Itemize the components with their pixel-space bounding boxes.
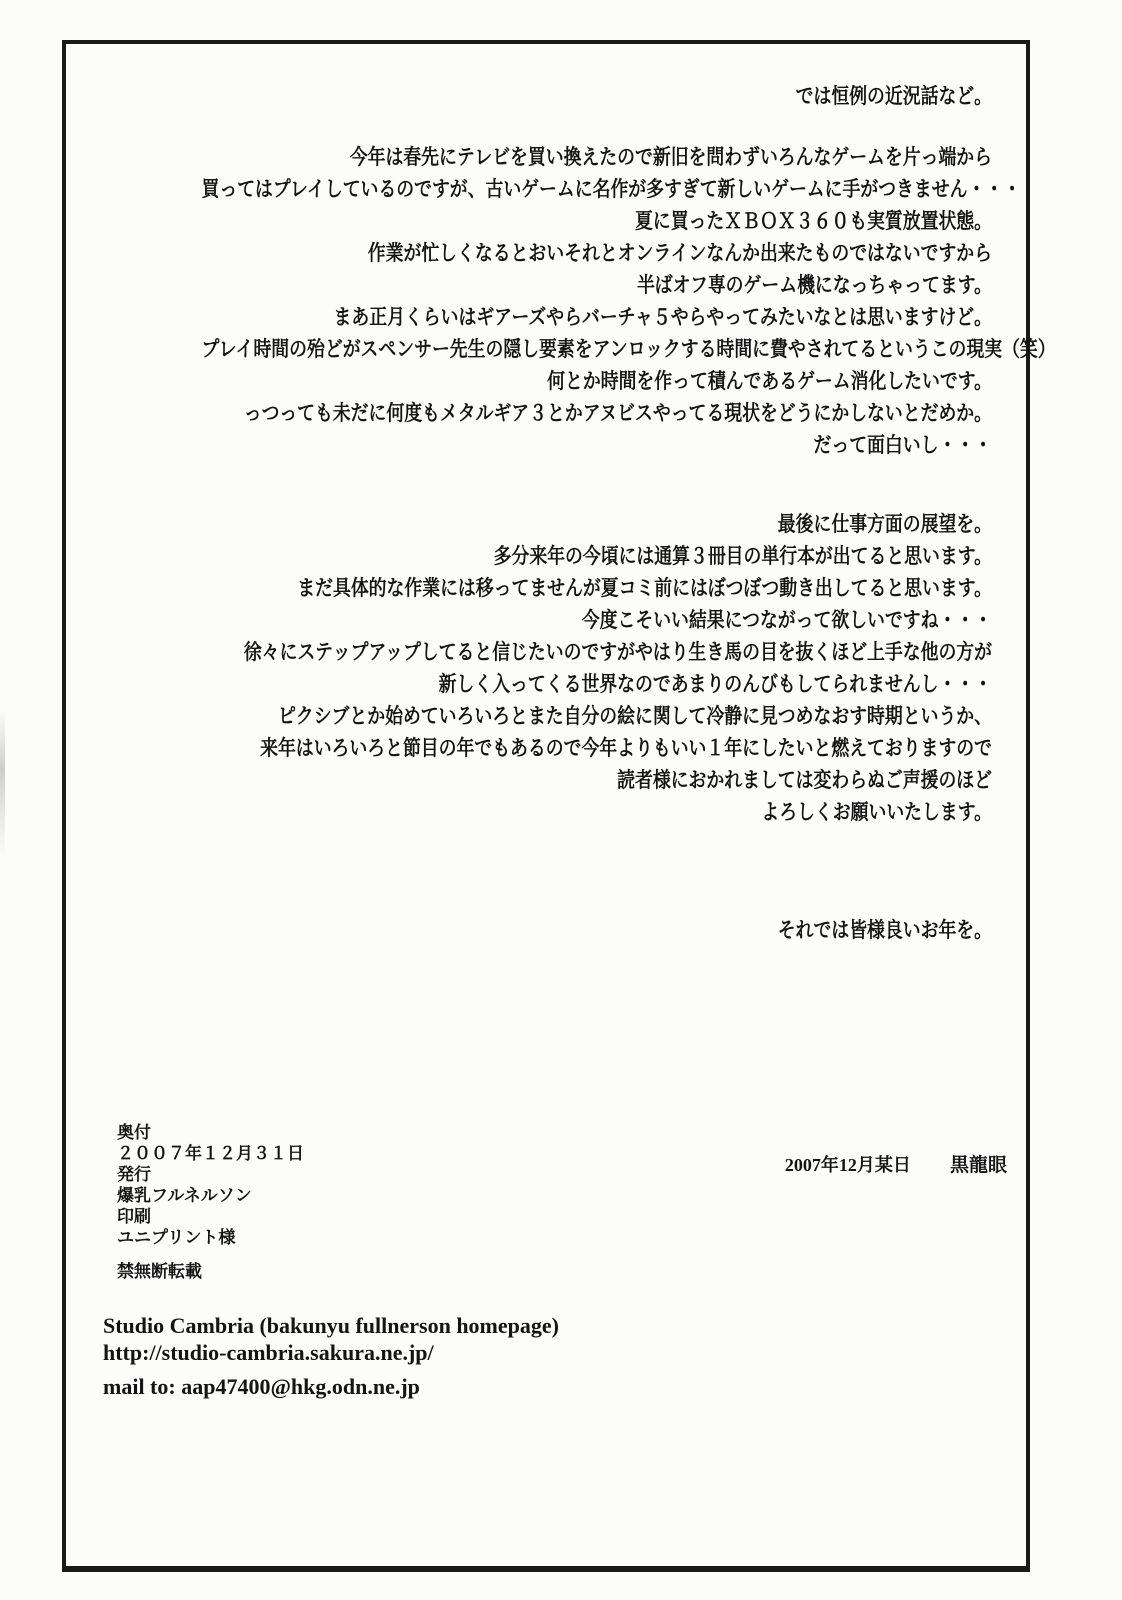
colophon-publisher: 爆乳フルネルソン xyxy=(117,1186,252,1206)
homepage-title: Studio Cambria (bakunyu fullnerson homepage) xyxy=(103,1313,559,1338)
text-line: では恒例の近況話など。 xyxy=(795,84,992,108)
homepage-url: http://studio-cambria.sakura.ne.jp/ xyxy=(103,1340,434,1365)
colophon-printer: ユニプリント様 xyxy=(117,1228,236,1248)
signature-name: 黒龍眼 xyxy=(949,1154,1007,1176)
scan-smudge xyxy=(0,710,5,860)
text-line: 半ばオフ専のゲーム機になっちゃってます。 xyxy=(636,273,992,297)
colophon-date: ２００７年１２月３１日 xyxy=(117,1144,304,1164)
text-line: っつっても未だに何度もメタルギア３とかアヌビスやってる現状をどうにかしないとだめか。 xyxy=(243,401,993,425)
author-signature-line xyxy=(62,1150,1007,1177)
text-line: よろしくお願いいたします。 xyxy=(761,800,992,824)
text-line: 最後に仕事方面の展望を。 xyxy=(777,512,992,536)
text-line: 読者様におかれましては変わらぬご声援のほど xyxy=(617,768,992,792)
colophon-publish-label: 発行 xyxy=(117,1165,151,1185)
text-line: 買ってはプレイしているのですが、古いゲームに名作が多すぎて新しいゲームに手がつきません・・・ xyxy=(201,177,1021,201)
text-line: 何とか時間を作って積んであるゲーム消化したいです。 xyxy=(547,369,992,393)
text-line: 徐々にステップアップしてると信じたいのですがやはり生き馬の目を抜くほど上手な他の方が xyxy=(243,640,992,664)
mail-address: mail to: aap47400@hkg.odn.ne.jp xyxy=(103,1374,420,1399)
afterword-closing xyxy=(202,914,993,946)
text-line: だって面白いし・・・ xyxy=(813,433,992,457)
text-line: それでは皆様良いお年を。 xyxy=(777,918,992,942)
afterword-paragraph-games xyxy=(201,141,1056,461)
colophon-print-label: 印刷 xyxy=(117,1207,151,1227)
text-line: 来年はいろいろと節目の年でもあるので今年よりもいい１年にしたいと燃えておりますので xyxy=(260,736,992,760)
afterword-intro xyxy=(202,80,993,112)
text-line: 新しく入ってくる世界なのであまりのんびもしてられませんし・・・ xyxy=(438,672,992,696)
text-line: 作業が忙しくなるとおいそれとオンラインなんか出来たものではないですから xyxy=(367,241,992,265)
signature-date: 2007年12月某日 xyxy=(784,1155,911,1175)
text-line: まあ正月くらいはギアーズやらバーチャ５やらやってみたいなとは思いますけど。 xyxy=(333,305,992,329)
text-line: プレイ時間の殆どがスペンサー先生の隠し要素をアンロックする時間に費やされてるというこの現実（笑） xyxy=(201,337,1056,361)
colophon-block xyxy=(117,1123,304,1249)
reprint-notice: 禁無断転載 xyxy=(117,1262,202,1282)
contact-block xyxy=(103,1312,559,1366)
text-line: まだ具体的な作業には移ってませんが夏コミ前にはぼつぼつ動き出してると思います。 xyxy=(297,576,992,600)
text-line: 今年は春先にテレビを買い換えたので新旧を問わずいろんなゲームを片っ端から xyxy=(349,145,992,169)
colophon-heading: 奥付 xyxy=(117,1123,151,1143)
text-line: 夏に買ったＸＢＯＸ３６０も実質放置状態。 xyxy=(635,209,992,233)
text-line: 多分来年の今頃には通算３冊目の単行本が出てると思います。 xyxy=(493,544,992,568)
text-line: ピクシブとか始めていろいろとまた自分の絵に関して冷静に見つめなおす時期というか、 xyxy=(278,704,992,728)
afterword-paragraph-work xyxy=(202,508,993,828)
text-line: 今度こそいい結果につながって欲しいですね・・・ xyxy=(581,608,992,632)
